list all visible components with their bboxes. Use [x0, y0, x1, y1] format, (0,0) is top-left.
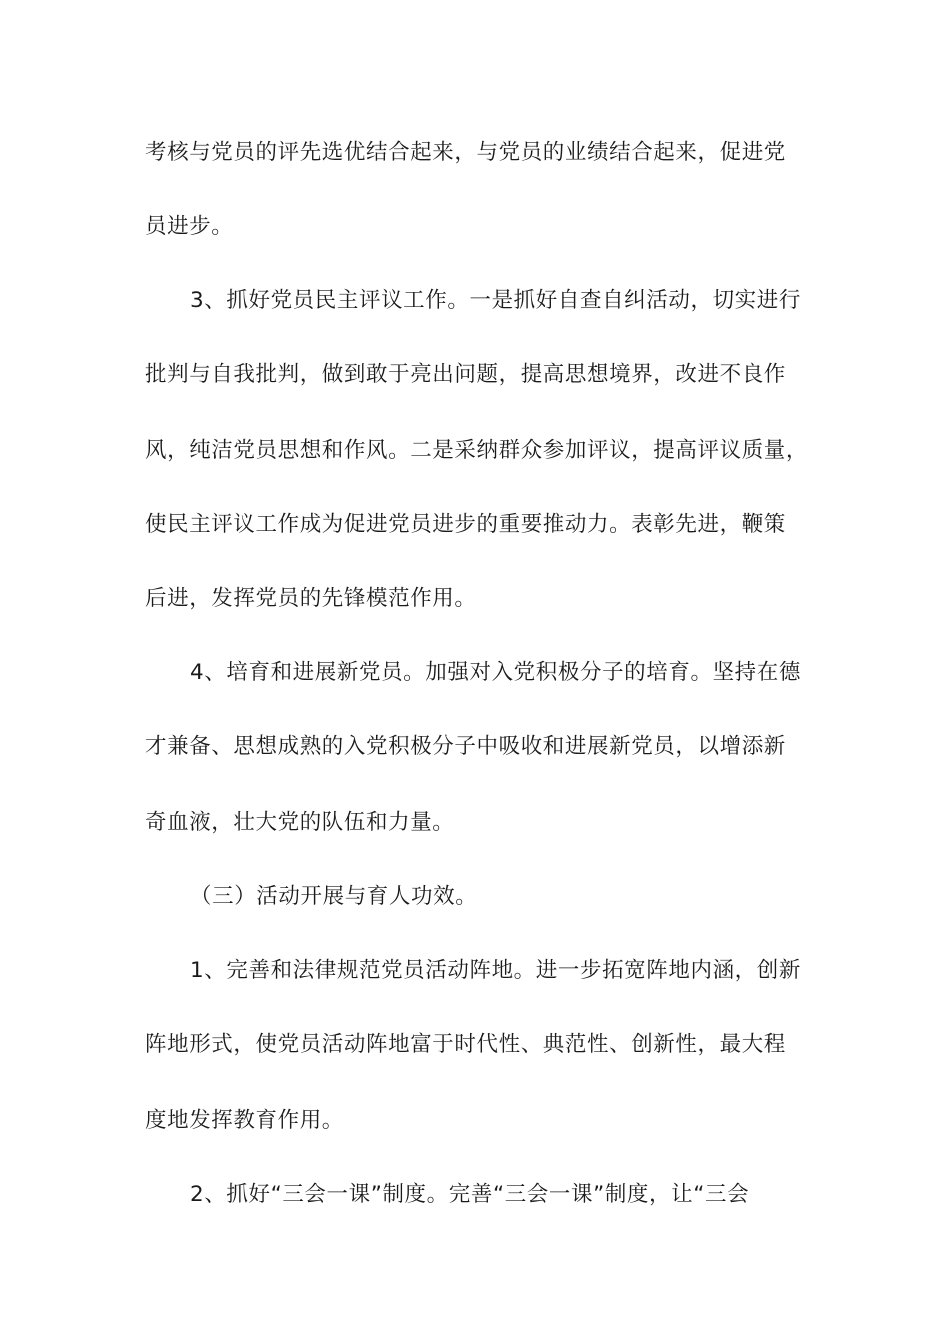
- text-line: 后进，发挥党员的先锋模范作用。: [145, 586, 477, 611]
- text-line: 批判与自我批判，做到敢于亮出问题，提高思想境界，改进不良作: [145, 362, 786, 387]
- paragraph-3-start: 3、抓好党员民主评议工作。一是抓好自查自纠活动，切实进行: [190, 288, 801, 313]
- paragraph-1-start: 1、完善和法律规范党员活动阵地。进一步拓宽阵地内涵，创新: [190, 958, 801, 983]
- text-line: 考核与党员的评先选优结合起来，与党员的业绩结合起来，促进党: [145, 140, 786, 165]
- paragraph-4-start: 4、培育和进展新党员。加强对入党积极分子的培育。坚持在德: [190, 660, 801, 685]
- text-line: 阵地形式，使党员活动阵地富于时代性、典范性、创新性，最大程: [145, 1032, 786, 1057]
- text-line: 风，纯洁党员思想和作风。二是采纳群众参加评议，提高评议质量，: [145, 438, 809, 463]
- text-line: 奇血液，壮大党的队伍和力量。: [145, 810, 455, 835]
- text-line: 才兼备、思想成熟的入党积极分子中吸收和进展新党员，以增添新: [145, 734, 786, 759]
- paragraph-2-start: 2、抓好“三会一课”制度。完善“三会一课”制度，让“三会: [190, 1182, 750, 1207]
- text-line: 员进步。: [145, 214, 234, 239]
- text-line: 使民主评议工作成为促进党员进步的重要推动力。表彰先进，鞭策: [145, 512, 786, 537]
- text-line: 度地发挥教育作用。: [145, 1108, 344, 1133]
- section-heading: （三）活动开展与育人功效。: [190, 884, 478, 909]
